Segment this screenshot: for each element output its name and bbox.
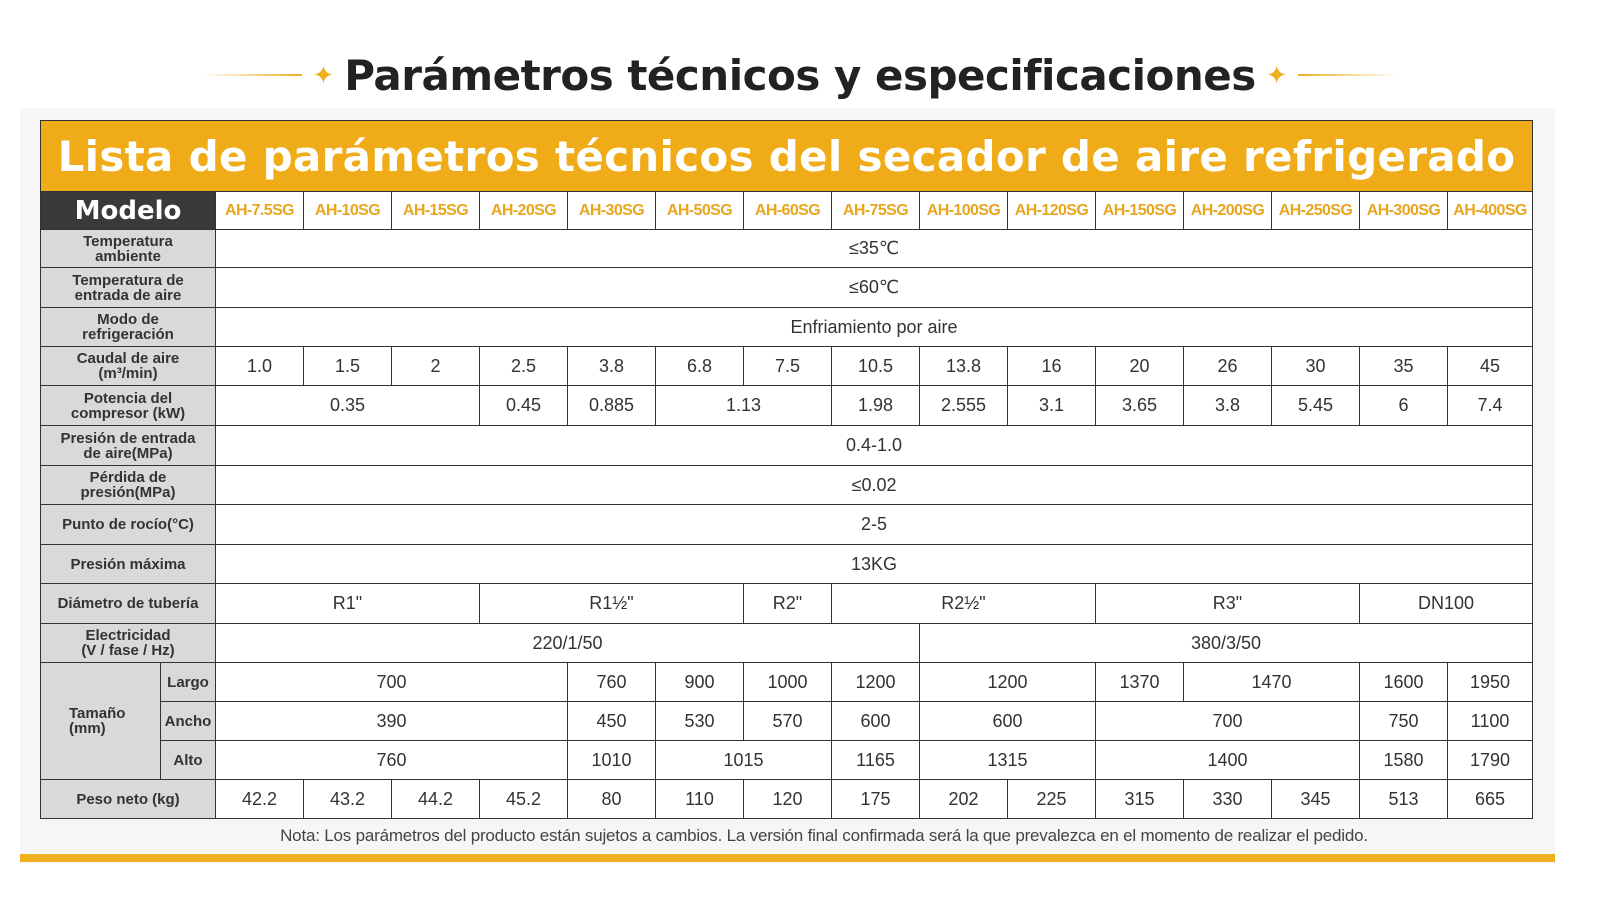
model-cell: AH-60SG [744, 192, 832, 230]
value-cell: 30 [1272, 347, 1360, 386]
value-cell: 16 [1008, 347, 1096, 386]
row-label [41, 268, 216, 308]
value-cell: 1470 [1184, 663, 1360, 702]
row-label [41, 624, 216, 663]
value-cell: R2" [744, 584, 832, 624]
value-cell: 43.2 [304, 780, 392, 819]
value-cell: 700 [216, 663, 568, 702]
value-cell: 513 [1360, 780, 1448, 819]
value-cell: 13.8 [920, 347, 1008, 386]
value-cell: 20 [1096, 347, 1184, 386]
value-cell: 220/1/50 [216, 624, 920, 663]
value-cell: 1790 [1448, 741, 1533, 780]
row-label [41, 308, 216, 347]
value-cell: 700 [1096, 702, 1360, 741]
value-cell: 1010 [568, 741, 656, 780]
row-label [41, 545, 216, 584]
value-cell: 330 [1184, 780, 1272, 819]
value-cell: 570 [744, 702, 832, 741]
size-sub-label: Largo [161, 663, 216, 702]
value-cell: 600 [832, 702, 920, 741]
heading-line-right [1298, 74, 1398, 76]
row-label-line: Punto de rocío(°C) [62, 516, 194, 533]
value-cell: 665 [1448, 780, 1533, 819]
value-cell: 380/3/50 [920, 624, 1533, 663]
value-cell: 1200 [832, 663, 920, 702]
value-cell: 1950 [1448, 663, 1533, 702]
value-cell: 760 [568, 663, 656, 702]
sparkle-icon: ✦ [1265, 60, 1288, 90]
row-label [41, 780, 216, 819]
size-sub-label: Ancho [161, 702, 216, 741]
value-cell: R1" [216, 584, 480, 624]
row-label-line: presión(MPa) [80, 484, 176, 501]
value-cell: 3.8 [1184, 386, 1272, 426]
value-cell: 2-5 [216, 505, 1533, 545]
value-cell: 0.45 [480, 386, 568, 426]
model-header: Modelo [41, 192, 216, 230]
value-cell: 120 [744, 780, 832, 819]
value-cell: 110 [656, 780, 744, 819]
row-label-line: Peso neto (kg) [76, 790, 180, 808]
value-cell: ≤60℃ [216, 268, 1533, 308]
value-cell: 3.65 [1096, 386, 1184, 426]
value-cell: 750 [1360, 702, 1448, 741]
row-label-line: ambiente [95, 247, 161, 265]
model-cell: AH-120SG [1008, 192, 1096, 230]
model-cell: AH-10SG [304, 192, 392, 230]
value-cell: 2.555 [920, 386, 1008, 426]
row-label-line: Pérdida de [89, 469, 167, 486]
model-cell: AH-75SG [832, 192, 920, 230]
value-cell: 900 [656, 663, 744, 702]
row-label-line: compresor (kW) [70, 404, 186, 422]
value-cell: 175 [832, 780, 920, 819]
value-cell: ≤35℃ [216, 230, 1533, 268]
model-cell: AH-20SG [480, 192, 568, 230]
row-label-line: (mm) [69, 720, 106, 737]
value-cell: 390 [216, 702, 568, 741]
value-cell: 26 [1184, 347, 1272, 386]
value-cell: 0.35 [216, 386, 480, 426]
value-cell: 0.4-1.0 [216, 426, 1533, 466]
value-cell: 6 [1360, 386, 1448, 426]
value-cell: 1400 [1096, 741, 1360, 780]
heading-line-left [202, 74, 302, 76]
model-cell: AH-150SG [1096, 192, 1184, 230]
sparkle-icon: ✦ [312, 60, 335, 90]
row-label-line: Potencia del [83, 389, 173, 407]
value-cell: ≤0.02 [216, 466, 1533, 505]
page-heading [0, 40, 1600, 110]
row-label-line: entrada de aire [74, 286, 182, 304]
model-cell: AH-200SG [1184, 192, 1272, 230]
value-cell: 1.0 [216, 347, 304, 386]
value-cell: R2½" [832, 584, 1096, 624]
value-cell: 0.885 [568, 386, 656, 426]
value-cell: 1100 [1448, 702, 1533, 741]
row-label-line: Diámetro de tubería [57, 595, 199, 612]
value-cell: Enfriamiento por aire [216, 308, 1533, 347]
value-cell: 450 [568, 702, 656, 741]
value-cell: 225 [1008, 780, 1096, 819]
value-cell: 13KG [216, 545, 1533, 584]
row-label-line: Temperatura de [72, 271, 184, 289]
value-cell: R1½" [480, 584, 744, 624]
value-cell: 2 [392, 347, 480, 386]
row-label [41, 230, 216, 268]
value-cell: 600 [920, 702, 1096, 741]
row-label [41, 347, 216, 386]
row-label [41, 584, 216, 624]
value-cell: 10.5 [832, 347, 920, 386]
value-cell: 42.2 [216, 780, 304, 819]
model-cell: AH-7.5SG [216, 192, 304, 230]
value-cell: 3.1 [1008, 386, 1096, 426]
row-label-line: Presión máxima [70, 555, 186, 573]
model-cell: AH-250SG [1272, 192, 1360, 230]
row-label [41, 466, 216, 505]
model-cell: AH-30SG [568, 192, 656, 230]
value-cell: DN100 [1360, 584, 1533, 624]
value-cell: 5.45 [1272, 386, 1360, 426]
row-label-line: (m³/min) [98, 365, 158, 382]
model-cell: AH-50SG [656, 192, 744, 230]
table-title: Lista de parámetros técnicos del secador de aire refrigerado [41, 121, 1533, 192]
row-label [41, 426, 216, 466]
page-title: Parámetros técnicos y especificaciones [344, 50, 1256, 100]
row-label [41, 505, 216, 545]
value-cell: 1000 [744, 663, 832, 702]
value-cell: 315 [1096, 780, 1184, 819]
value-cell: 1370 [1096, 663, 1184, 702]
value-cell: 44.2 [392, 780, 480, 819]
value-cell: 3.8 [568, 347, 656, 386]
value-cell: 1165 [832, 741, 920, 780]
row-label-line: Modo de [97, 311, 159, 328]
value-cell: 1580 [1360, 741, 1448, 780]
value-cell: 1.5 [304, 347, 392, 386]
row-label-line: Electricidad [85, 627, 171, 644]
model-cell: AH-300SG [1360, 192, 1448, 230]
value-cell: 7.4 [1448, 386, 1533, 426]
row-label-line: Presión de entrada [60, 429, 196, 447]
value-cell: 45 [1448, 347, 1533, 386]
model-cell: AH-15SG [392, 192, 480, 230]
row-label-line: refrigeración [82, 326, 174, 343]
row-label-line: Temperatura [83, 232, 173, 250]
value-cell: R3" [1096, 584, 1360, 624]
value-cell: 1.98 [832, 386, 920, 426]
value-cell: 1.13 [656, 386, 832, 426]
size-sub-label: Alto [161, 741, 216, 780]
value-cell: 1600 [1360, 663, 1448, 702]
value-cell: 1015 [656, 741, 832, 780]
model-cell: AH-400SG [1448, 192, 1533, 230]
value-cell: 1315 [920, 741, 1096, 780]
footnote: Nota: Los parámetros del producto están sujetos a cambios. La versión final confirmada será la que prevalezca en el momento de realizar el pedido. [280, 826, 1368, 845]
size-label [41, 663, 161, 780]
value-cell: 760 [216, 741, 568, 780]
value-cell: 345 [1272, 780, 1360, 819]
model-cell: AH-100SG [920, 192, 1008, 230]
value-cell: 7.5 [744, 347, 832, 386]
value-cell: 202 [920, 780, 1008, 819]
value-cell: 1200 [920, 663, 1096, 702]
value-cell: 530 [656, 702, 744, 741]
value-cell: 80 [568, 780, 656, 819]
row-label-line: Caudal de aire [76, 350, 180, 367]
spec-table [40, 120, 1533, 819]
value-cell: 2.5 [480, 347, 568, 386]
row-label-line: Tamaño [69, 705, 126, 722]
row-label [41, 386, 216, 426]
value-cell: 35 [1360, 347, 1448, 386]
row-label-line: (V / fase / Hz) [81, 642, 175, 659]
value-cell: 45.2 [480, 780, 568, 819]
row-label-line: de aire(MPa) [83, 444, 173, 462]
value-cell: 6.8 [656, 347, 744, 386]
bottom-accent-bar [20, 854, 1555, 862]
